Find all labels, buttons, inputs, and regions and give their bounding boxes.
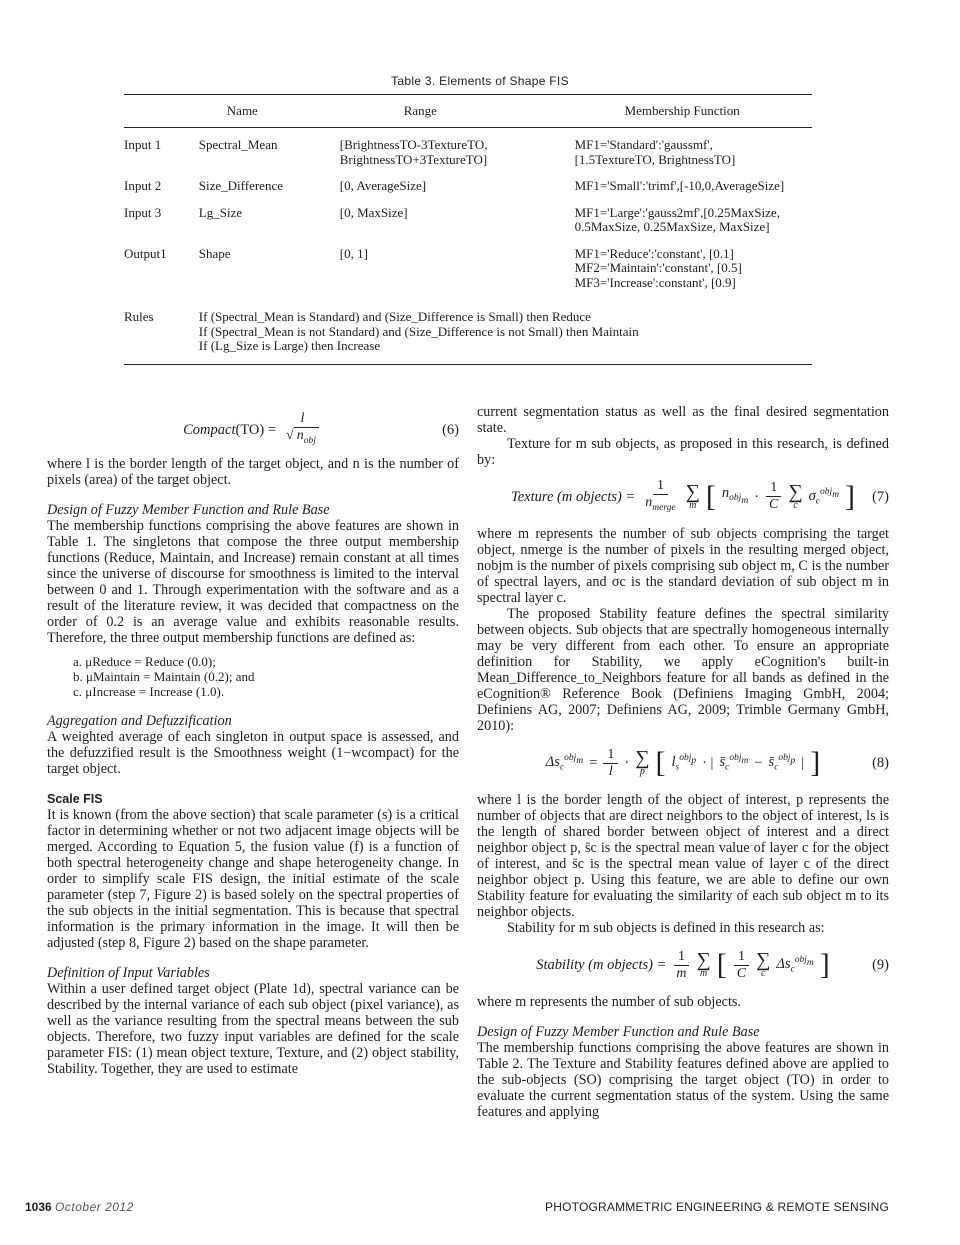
- heading-input-variables: Definition of Input Variables: [47, 965, 210, 981]
- table-row-rules: [124, 296, 812, 364]
- rule-line: If (Spectral_Mean is not Standard) and (Size_Difference is not Small) then Maintain: [198, 323, 639, 339]
- paragraph-neighbors: where l is the border length of the object of interest, p represents the number of objects that are direct neighbors to the object of interest, ls is the length of shared border between object of interest and a direct neighbor object p, s̄c is the spectral mean value of layer c for the object of interest, and s̄c is the spectral mean value of layer c of the direct neighbor object p. Using this feature, we are able to define our own Stability feature for evaluating the similarity of each sub object m to its neighbor objects.: [477, 792, 889, 920]
- header-range: Range: [340, 95, 575, 128]
- eq6-fraction: $\frac{l}{√ n_{obj}}$: [282, 411, 323, 449]
- table-3: [124, 94, 812, 365]
- row-range-line: [0, AverageSize]: [339, 178, 427, 193]
- row-label: Input 1: [124, 137, 162, 152]
- row-membership-line: MF1='Small':'trimf',[-10,0,AverageSize]: [574, 178, 785, 193]
- left-column: [47, 404, 459, 1077]
- heading-design-fuzzy-2: Design of Fuzzy Member Function and Rule Base: [477, 1024, 760, 1040]
- paragraph-stability: The proposed Stability feature defines the spectral similarity between objects. Sub objects that are spectrally homogeneous internally may be very different from each other. To ensure an appropriate definition for Stability, we apply eCognition's built-in Mean_Difference_to_Neighbors feature for all bands as defined in the eCognition® Reference Book (Definiens Imaging GmbH, 2004; Definiens AG, 2007; Definiens AG, 2009; Trimble Germany GmbH, 2010):: [477, 606, 889, 734]
- definition-maintain: b. μMaintain = Maintain (0.2); and: [73, 669, 255, 684]
- rules-label: Rules: [124, 296, 199, 364]
- paragraph-m-where: where m represents the number of sub objects.: [477, 994, 741, 1010]
- header-blank: [124, 95, 199, 128]
- table-header-row: [124, 95, 812, 128]
- paragraph-where-l: where l is the border length of the target object, and n is the number of pixels (area) of the target object.: [47, 456, 459, 488]
- row-range-line: [BrightnessTO-3TextureTO,: [339, 137, 488, 152]
- paragraph-scale: It is known (from the above section) that scale parameter (s) is a critical factor in determining whether or not two adjacent image objects will be merged. According to Equation 5, the fusion value (f) is a function of both spectral heterogeneity change and shape heterogeneity change. In order to simplify scale FIS design, the initial estimate of the scale parameter (step 7, Figure 2) is based solely on the spectral properties of the sub objects in the initial segmentation. This is because that spectral information is the primary information in the image. It will then be adjusted (step 8, Figure 2) based on the shape parameter.: [47, 807, 459, 951]
- eq9-number: (9): [872, 957, 889, 973]
- paragraph-continuation: current segmentation status as well as the final desired segmentation state.: [477, 404, 889, 436]
- row-range: [340, 173, 575, 200]
- row-membership: [575, 173, 812, 200]
- paragraph-table2: The membership functions comprising the above features are shown in Table 2. The Texture and Stability features defined above are applied to the sub-objects (SO) comprising the target object (TO) in order to evaluate the current segmentation status of the system. Using the same features and applying: [477, 1040, 889, 1120]
- row-label: Input 2: [124, 178, 162, 193]
- paragraph-stability-def: Stability for m sub objects is defined in this research as:: [507, 920, 825, 936]
- eq6-arg: (TO) =: [235, 421, 277, 438]
- footer-left: [25, 1200, 134, 1214]
- row-range: [340, 241, 575, 297]
- eq6-number: (6): [442, 422, 459, 438]
- journal-name: PHOTOGRAMMETRIC ENGINEERING & REMOTE SENSING: [545, 1200, 889, 1214]
- eq6-numerator: l: [300, 411, 305, 427]
- row-range-line: [0, 1]: [339, 245, 368, 261]
- row-range-line: [0, MaxSize]: [339, 204, 408, 220]
- rule-line: If (Lg_Size is Large) then Increase: [198, 338, 381, 353]
- paragraph-aggregation: A weighted average of each singleton in output space is assessed, and the defuzzified result is the Smoothness weight (1−wcompact) for the target object.: [47, 729, 459, 777]
- table-row: [124, 173, 812, 200]
- row-name: Shape: [198, 245, 231, 261]
- page-number: 1036: [25, 1200, 52, 1214]
- table-caption: Table 3. Elements of Shape FIS: [391, 74, 569, 88]
- table-row: [124, 200, 812, 241]
- row-membership-line: 0.5MaxSize, 0.25MaxSize, MaxSize]: [574, 219, 770, 234]
- elements-table: [124, 94, 812, 365]
- definition-increase: c. μIncrease = Increase (1.0).: [73, 684, 225, 699]
- row-name: Size_Difference: [198, 178, 283, 193]
- paragraph-texture-intro: Texture for m sub objects, as proposed in this research, is defined by:: [477, 436, 889, 468]
- row-membership-line: MF2='Maintain':'constant', [0.5]: [574, 260, 742, 275]
- definition-reduce: a. μReduce = Reduce (0.0);: [73, 654, 216, 669]
- row-label: Input 3: [124, 204, 162, 220]
- row-range-line: BrightnessTO+3TextureTO]: [339, 151, 488, 167]
- output-definitions: [73, 654, 459, 699]
- heading-scale-fis: Scale FIS: [47, 792, 103, 806]
- row-membership: [575, 241, 812, 297]
- rule-line: If (Spectral_Mean is Standard) and (Size_Difference is Small) then Reduce: [198, 309, 591, 324]
- row-membership: [575, 200, 812, 241]
- equation-7: Texture (m objects) = $\frac{1}{n_{merge}}$ ∑ m [ $n_{obj_m}$ · $\frac{1}{C}$ ∑ c $\sigma_c^{obj_m}$ ] (7): [510, 478, 889, 513]
- header-membership: Membership Function: [575, 95, 812, 128]
- row-membership-line: MF1='Large':'gauss2mf',[0.25MaxSize,: [574, 204, 780, 220]
- paragraph-texture-where: where m represents the number of sub objects comprising the target object, nmerge is the number of pixels in the resulting merged object, nobjm is the number of pixels comprising sub object m, C is the number of spectral layers, and σc is the standard deviation of sub object m in spectral layer c.: [477, 526, 889, 606]
- row-membership-line: MF3='Increase':constant', [0.9]: [574, 274, 736, 290]
- row-membership-line: MF1='Standard':'gaussmf',: [574, 137, 713, 152]
- equation-8: $\Delta s_c^{obj_m}$ = $\frac{1}{l}$ · ∑ p [ $l_s^{obj_p}$ · | $s̄_c^{obj_m}$ − $s̄_c^{obj_p}$ | ] (8): [545, 746, 889, 779]
- eq8-number: (8): [872, 755, 889, 771]
- equation-9: Stability (m objects) = $\frac{1}{m}$ ∑ m [ $\frac{1}{C}$ ∑ c $\Delta s_c^{obj_m}$ ] (9): [536, 948, 889, 981]
- issue-date: October 2012: [55, 1200, 134, 1214]
- row-membership-line: [1.5TextureTO, BrightnessTO]: [574, 151, 736, 167]
- paragraph-membership: The membership functions comprising the above features are shown in Table 1. The singletons that compose the three output membership functions (Reduce, Maintain, and Increase) remain constant at all times since the universe of discourse for smoothness is limited to the interval between 0 and 1. Through experimentation with the software and as a result of the literature review, it was decided that compactness on the order of 0.2 is an average value and exhibits reasonable results. Therefore, the three output membership functions are defined as:: [47, 518, 459, 646]
- heading-design-fuzzy: Design of Fuzzy Member Function and Rule Base: [47, 502, 330, 518]
- eq7-lhs: Texture (m objects) =: [510, 488, 636, 505]
- right-column: [477, 404, 889, 1120]
- row-membership-line: MF1='Reduce':'constant', [0.1]: [574, 245, 734, 261]
- equation-6: [47, 404, 459, 456]
- rules-text: [199, 296, 812, 364]
- eq6-lhs: Compact: [183, 421, 236, 438]
- header-name: Name: [199, 95, 340, 128]
- paragraph-input-variables: Within a user defined target object (Plate 1d), spectral variance can be described by the internal variance of each sub object (pixel variance), as well as the variance resulting from the spectral means between the sub objects. Therefore, two fuzzy input variables are defined for the scale parameter FIS: (1) mean object texture, Texture, and (2) object stability, Stability. Together, they are used to estimate: [47, 981, 459, 1077]
- eq6-den-sub: obj: [303, 435, 316, 446]
- row-name: Spectral_Mean: [198, 137, 278, 152]
- table-row: [124, 241, 812, 297]
- heading-aggregation: Aggregation and Defuzzification: [47, 713, 232, 729]
- eq6-denominator: n: [296, 428, 304, 444]
- table-row: [124, 128, 812, 174]
- row-range: [340, 128, 575, 174]
- row-name: Lg_Size: [198, 204, 243, 220]
- row-membership: [575, 128, 812, 174]
- row-range: [340, 200, 575, 241]
- eq9-lhs: Stability (m objects) =: [536, 957, 667, 973]
- row-label: Output1: [124, 245, 167, 261]
- eq7-number: (7): [872, 489, 889, 505]
